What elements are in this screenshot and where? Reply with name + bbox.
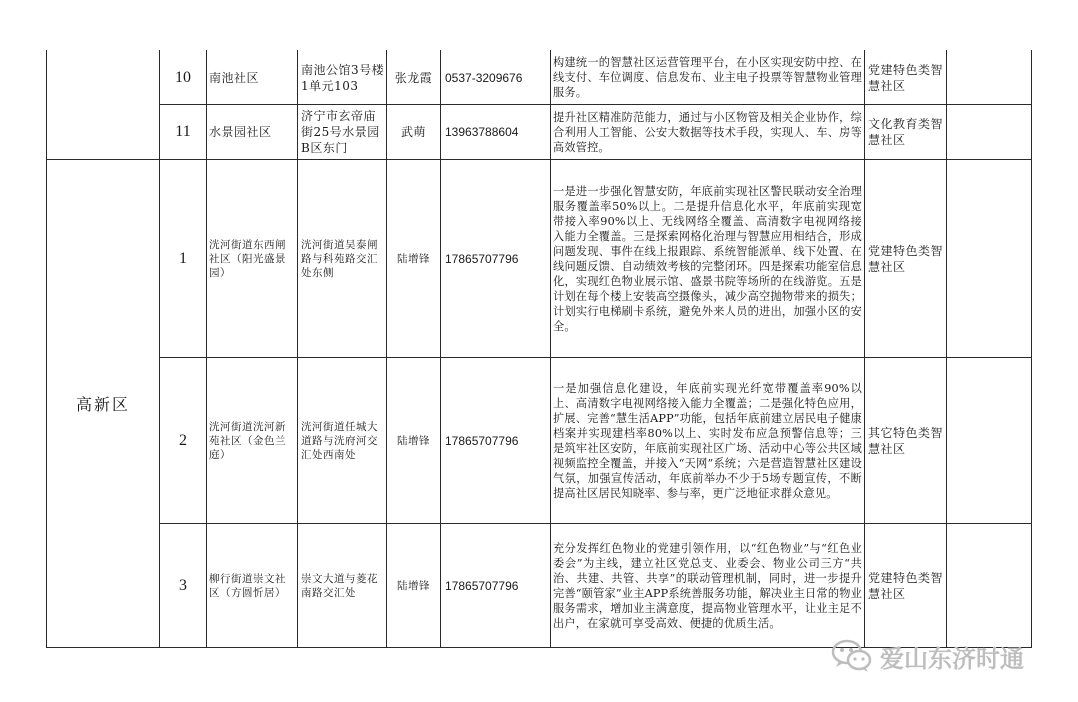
address-cell	[301, 358, 385, 523]
row-number-cell	[160, 358, 206, 523]
contact-name: 陆增锋	[397, 434, 430, 447]
category-cell	[868, 524, 944, 647]
grid-line	[440, 50, 441, 648]
measures-text: 提升社区精准防范能力，通过与小区物管及相关企业协作，综合利用人工智能、公安大数据等技术手段，实现人、车、房等高效管控。	[553, 110, 862, 154]
measures-text: 一是进一步强化智慧安防，年底前实现社区警民联动安全治理服务覆盖率50%以上。二是提升信息化水平，年底前实现宽带接入率90%以上、无线网络全覆盖、高清数字电视网络接入能力全覆盖。三是探索网格化治理与智慧应用相结合，形成问题发现、事件在线上报跟踪、系统智能派单、线下处置、在线问题反馈、自动绩效考核的完整闭环。四是探索功能室信息化，实现红色物业展示馆、盛景书院等场所的在线游览。五是计划在每个楼上安装高空摄像头，减少高空抛物带来的损失；计划实行电梯刷卡系统，避免外来人员的进出，加强小区的安全。	[553, 184, 862, 333]
community-name: 洸河街道东西闸社区（阳光盛景园）	[209, 238, 286, 279]
row-number-cell	[160, 160, 206, 357]
community-cell	[209, 105, 295, 159]
contact-cell	[387, 160, 440, 357]
address-cell	[301, 524, 385, 647]
measures-text: 一是加强信息化建设，年底前实现光纤宽带覆盖率90%以上、高清数字电视网络接入能力全覆盖；二是强化特色应用，扩展、完善“慧生活APP”功能，包括年底前建立居民电子健康档案并实现建档率80%以上、实时发布应急预警信息等；三是筑牢社区安防，年底前实现社区广场、活动中心等公共区域视频监控全覆盖，并接入“天网”系统；六是营造智慧社区建设气氛，加强宣传活动，年底前举办不少于5场专题宣传，不断提高社区居民知晓率、参与率，更广泛地征求群众意见。	[553, 381, 862, 500]
contact-cell	[387, 524, 440, 647]
phone-number: 13963788604	[445, 125, 519, 139]
phone-number: 17865707796	[445, 433, 519, 448]
measures-cell	[553, 105, 862, 159]
grid-line	[550, 50, 551, 648]
row-number-cell	[160, 524, 206, 647]
grid-line	[864, 50, 865, 648]
address-text: 洸河街道吴泰闸路与科苑路交汇处东侧	[301, 238, 378, 279]
measures-text: 构建统一的智慧社区运营管理平台，在小区实现安防中控、在线支付、车位调度、信息发布、业主电子投票等智慧物业管理服务。	[553, 56, 862, 99]
phone-cell	[445, 160, 549, 357]
community-name: 柳行街道崇文社区（方圆忻居）	[209, 572, 286, 599]
phone-number: 17865707796	[445, 251, 519, 266]
address-text: 济宁市玄帝庙街25号水景园B区东门	[301, 109, 380, 155]
district-cell	[47, 160, 159, 647]
category-text: 党建特色类智慧社区	[868, 243, 944, 274]
district-label: 高新区	[75, 395, 130, 414]
community-name: 洸河街道洸河新苑社区（金色兰庭）	[209, 420, 286, 461]
wechat-icon	[830, 638, 874, 674]
measures-cell	[553, 160, 862, 357]
community-cell	[209, 524, 295, 647]
measures-cell	[553, 51, 862, 104]
contact-cell	[387, 358, 440, 523]
phone-number: 17865707796	[445, 578, 519, 593]
row-number: 1	[179, 249, 187, 267]
grid-line	[946, 50, 947, 648]
row-number: 10	[175, 68, 191, 86]
address-text: 南池公馆3号楼1单元103	[301, 62, 385, 93]
community-cell	[209, 160, 295, 357]
row-number-cell	[160, 105, 206, 159]
grid-line	[297, 50, 298, 648]
category-text: 其它特色类智慧社区	[868, 425, 944, 456]
category-cell	[868, 105, 944, 159]
contact-cell	[387, 105, 440, 159]
category-cell	[868, 160, 944, 357]
community-cell	[209, 51, 295, 104]
phone-cell	[445, 358, 549, 523]
category-text: 党建特色类智慧社区	[868, 62, 944, 93]
measures-cell	[553, 524, 862, 647]
community-name: 南池社区	[209, 70, 260, 85]
contact-name: 张龙霞	[394, 70, 433, 85]
address-cell	[301, 105, 385, 159]
row-number-cell	[160, 51, 206, 104]
grid-line	[206, 50, 207, 648]
grid-line	[46, 50, 47, 160]
phone-cell	[445, 105, 549, 159]
measures-text: 充分发挥红色物业的党建引领作用，以“红色物业”与“红色业委会”为主线，建立社区党总支、业委会、物业公司三方“共治、共建、共管、共享”的联动管理机制，同时，进一步提升完善“颐管家”业主APP系统善服务功能，解决业主日常的物业服务需求，增加业主满意度，提高物业管理水平，让业主足不出户，在家就可享受高效、便捷的优质生活。	[553, 541, 862, 630]
watermark	[830, 636, 1024, 676]
address-text: 崇文大道与菱花南路交汇处	[301, 572, 378, 599]
category-cell	[868, 358, 944, 523]
address-cell	[301, 51, 385, 104]
measures-cell	[553, 358, 862, 523]
community-name: 水景园社区	[209, 125, 272, 139]
contact-name: 武萌	[400, 125, 426, 139]
address-text: 洸河街道任城大道路与洸府河交汇处西南处	[301, 420, 378, 461]
row-number: 2	[179, 431, 187, 449]
contact-cell	[387, 51, 440, 104]
contact-name: 陆增锋	[397, 252, 430, 265]
category-cell	[868, 51, 944, 104]
grid-line	[1031, 50, 1032, 648]
row-number: 11	[175, 123, 191, 140]
community-cell	[209, 358, 295, 523]
address-cell	[301, 160, 385, 357]
phone-number: 0537-3209676	[445, 70, 523, 85]
contact-name: 陆增锋	[397, 579, 430, 592]
category-text: 文化教育类智慧社区	[868, 117, 944, 147]
row-number: 3	[179, 576, 187, 594]
phone-cell	[445, 524, 549, 647]
category-text: 党建特色类智慧社区	[868, 570, 944, 601]
phone-cell	[445, 51, 549, 104]
watermark-text: 爱山东济时通	[880, 644, 1024, 673]
